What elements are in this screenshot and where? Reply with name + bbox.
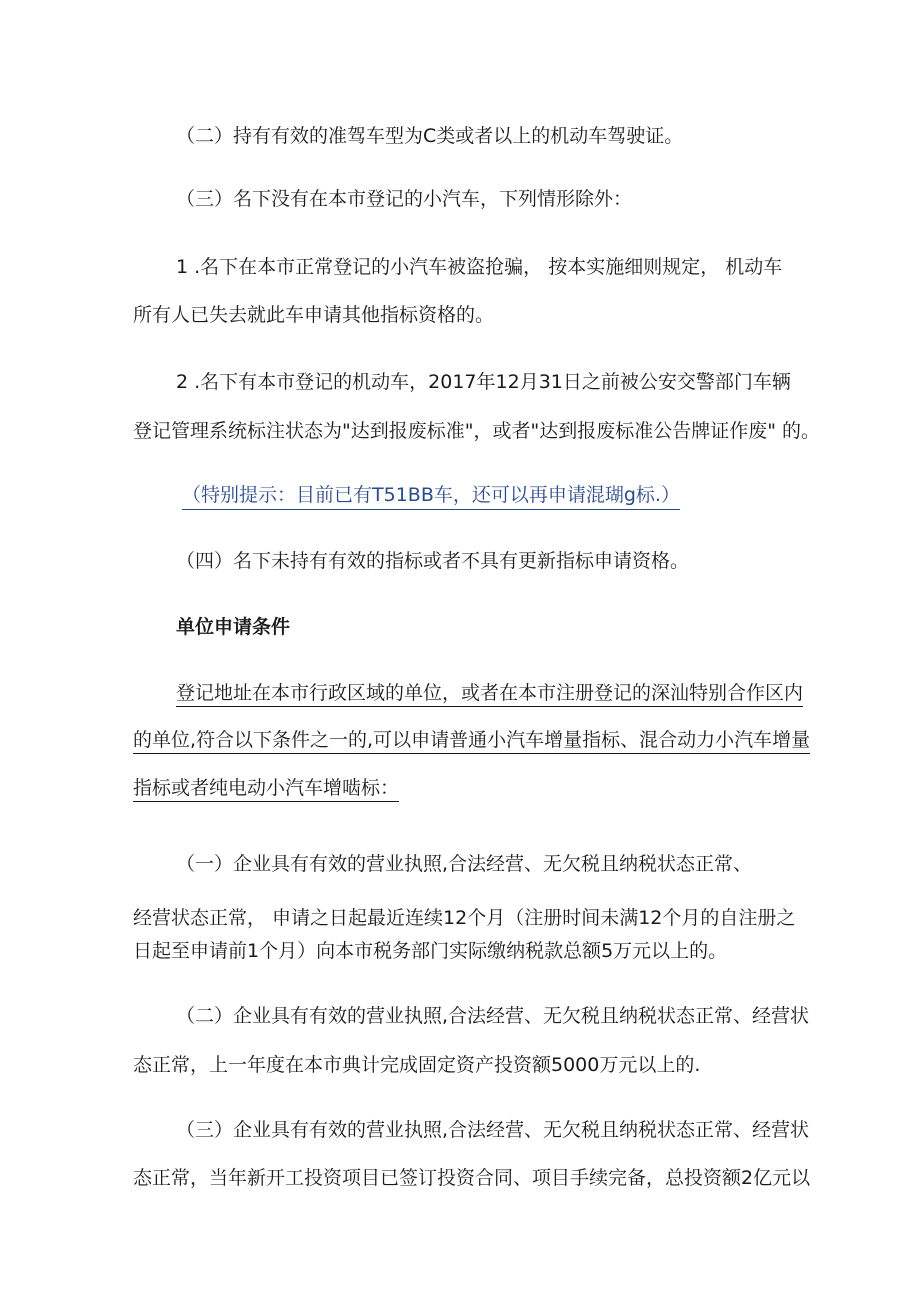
- paragraph-condition-1-line1: （一）企业具有有效的营业执照,合法经营、无欠税且纳税状态正常、: [176, 853, 753, 875]
- paragraph-exception-2-line1: 2 .名下有本市登记的机动车，2017年12月31日之前被公安交警部门车辆: [176, 371, 791, 393]
- paragraph-exception-1-line1: 1 .名下在本市正常登记的小汽车被盗抢骗， 按本实施细则规定， 机动车: [176, 256, 783, 278]
- paragraph-no-registered-car: （三）名下没有在本市登记的小汽车，下列情形除外：: [176, 188, 633, 210]
- paragraph-exception-2-line2: 登记管理系统标注状态为"达到报废标准"，或者"达到报废标准公告牌证作废" 的。: [133, 420, 820, 442]
- paragraph-condition-2-line1: （二）企业具有有效的营业执照,合法经营、无欠税且纳税状态正常、经营状: [176, 1005, 810, 1027]
- paragraph-unit-intro-line1: 登记地址在本市行政区域的单位，或者在本市注册登记的深汕特别合作区内: [176, 684, 803, 707]
- paragraph-condition-3-line2: 态正常，当年新开工投资项目已签订投资合同、项目手续完备，总投资额2亿元以: [133, 1167, 811, 1189]
- paragraph-exception-1-line2: 所有人已失去就此车申请其他指标资格的。: [133, 304, 495, 326]
- paragraph-unit-intro-line3: 指标或者纯电动小汽车增啮标：: [133, 779, 399, 802]
- paragraph-condition-2-line2: 态正常，上一年度在本市典计完成固定资产投资额5000万元以上的.: [133, 1054, 701, 1076]
- paragraph-condition-1-line3: 日起至申请前1个月）向本市税务部门实际缴纳税款总额5万元以上的。: [133, 940, 728, 962]
- special-tip-note: （特别提示：目前已有T51BB车，还可以再申请混瑚g标.）: [182, 486, 680, 510]
- paragraph-condition-3-line1: （三）企业具有有效的营业执照,合法经营、无欠税且纳税状态正常、经营状: [176, 1119, 810, 1141]
- section-heading-unit-conditions: 单位申请条件: [176, 616, 291, 638]
- paragraph-driver-license: （二）持有有效的准驾车型为C类或者以上的机动车驾驶证。: [176, 125, 684, 147]
- paragraph-condition-1-line2: 经营状态正常， 申请之日起最近连续12个月（注册时间未满12个月的自注册之: [133, 907, 796, 929]
- paragraph-no-valid-quota: （四）名下未持有有效的指标或者不具有更新指标申请资格。: [176, 550, 690, 572]
- paragraph-unit-intro-line2: 的单位,符合以下条件之一的,可以申请普通小汽车增量指标、混合动力小汽车增量: [133, 731, 810, 754]
